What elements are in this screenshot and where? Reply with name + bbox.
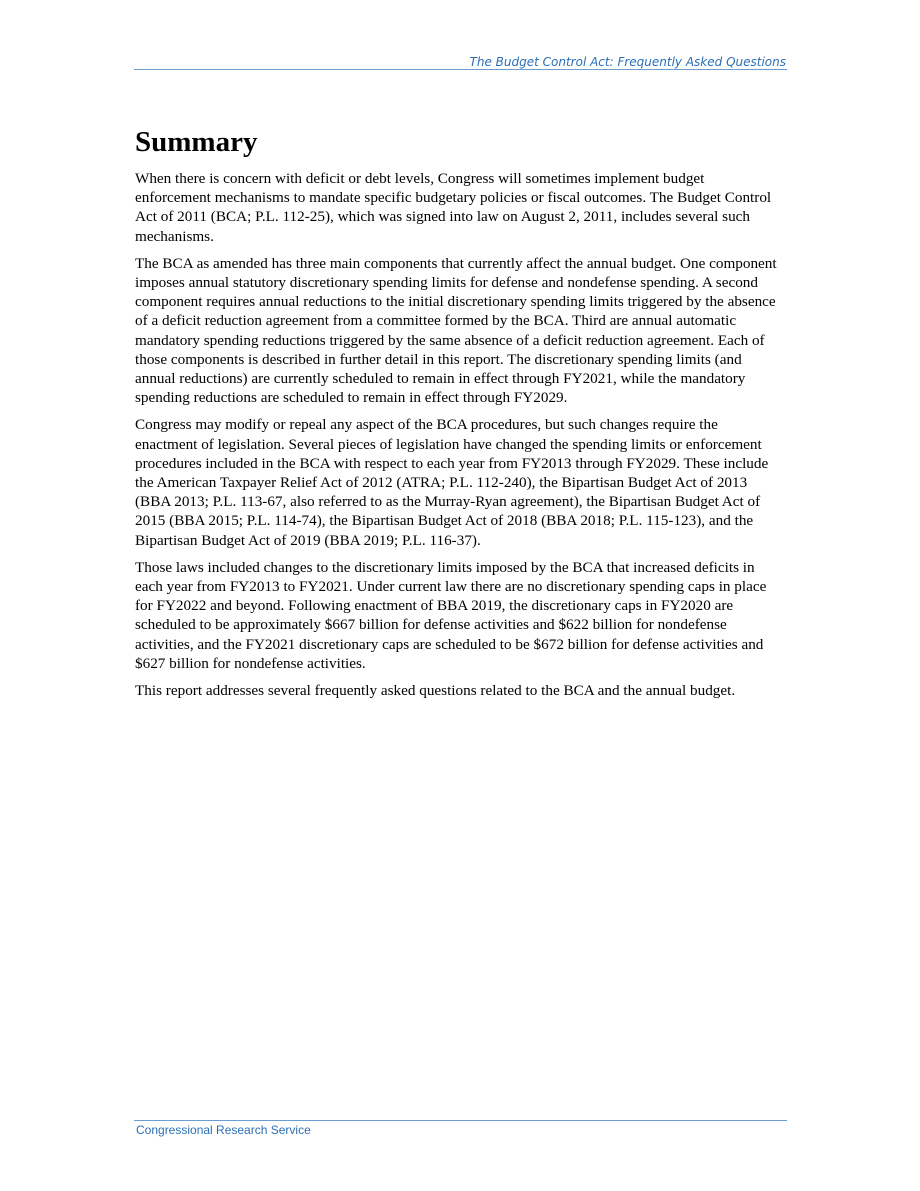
summary-paragraph-2: The BCA as amended has three main components that currently affect the annual budget. One component imposes annual statutory discretionary spending limits for defense and nondefense spending. A second component requires annual reductions to the initial discretionary spending limits triggered by the absence of a deficit reduction agreement from a committee formed by the BCA. Third are annual automatic mandatory spending reductions triggered by the same absence of a deficit reduction agreement. Each of those components is described in further detail in this report. The discretionary spending limits (and annual reductions) are currently scheduled to remain in effect through FY2021, while the mandatory spending reductions are scheduled to remain in effect through FY2029. [135,254,777,407]
section-title: Summary [135,126,258,158]
summary-paragraph-5: This report addresses several frequently asked questions related to the BCA and the annual budget. [135,682,736,700]
header-divider [134,69,787,70]
running-header-title: The Budget Control Act: Frequently Asked Questions [469,55,786,69]
summary-body [135,169,780,708]
footer-divider [134,1120,787,1121]
summary-paragraph-3: Congress may modify or repeal any aspect of the BCA procedures, but such changes require the enactment of legislation. Several pieces of legislation have changed the spending limits or enforcement procedures included in the BCA with respect to each year from FY2013 through FY2029. These include the American Taxpayer Relief Act of 2012 (ATRA; P.L. 112-240), the Bipartisan Budget Act of 2013 (BBA 2013; P.L. 113-67, also referred to as the Murray-Ryan agreement), the Bipartisan Budget Act of 2015 (BBA 2015; P.L. 114-74), the Bipartisan Budget Act of 2018 (BBA 2018; P.L. 115-123), and the Bipartisan Budget Act of 2019 (BBA 2019; P.L. 116-37). [135,416,769,549]
summary-paragraph-4: Those laws included changes to the discretionary limits imposed by the BCA that increased deficits in each year from FY2013 to FY2021. Under current law there are no discretionary spending caps in place for FY2022 and beyond. Following enactment of BBA 2019, the discretionary caps in FY2020 are scheduled to be approximately $667 billion for defense activities and $622 billion for nondefense activities, and the FY2021 discretionary caps are scheduled to be $672 billion for defense activities and $627 billion for nondefense activities. [135,558,767,672]
footer-organization: Congressional Research Service [136,1123,311,1137]
summary-paragraph-1: When there is concern with deficit or debt levels, Congress will sometimes implement budget enforcement mechanisms to mandate specific budgetary policies or fiscal outcomes. The Budget Control Act of 2011 (BCA; P.L. 112-25), which was signed into law on August 2, 2011, includes several such mechanisms. [135,170,772,245]
